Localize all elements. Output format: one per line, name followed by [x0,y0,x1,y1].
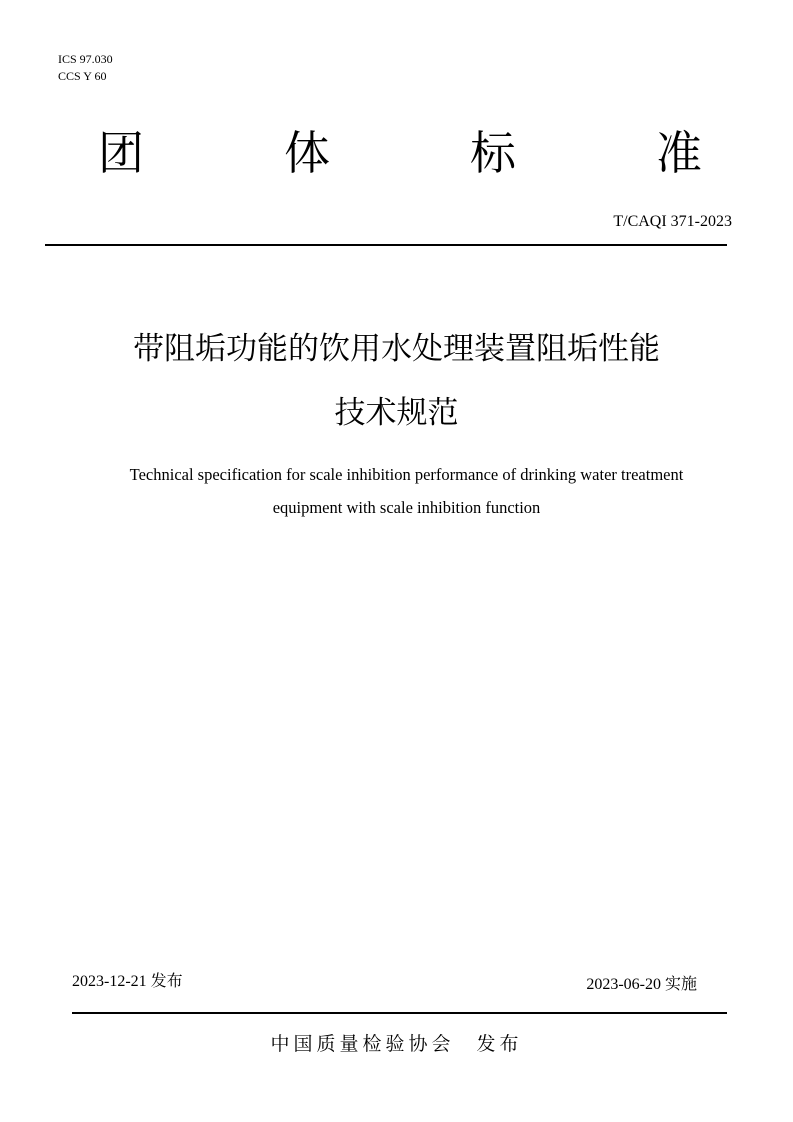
title-chinese [0,325,793,437]
top-divider [45,244,727,246]
standard-type-char: 体 [284,126,330,180]
implementation-date-value: 2023-06-20 [586,976,661,993]
implementation-date-label: 实施 [664,974,697,993]
standard-type-char: 准 [656,126,702,180]
ccs-code: CCS Y 60 [58,69,107,83]
title-english [60,458,753,524]
standard-type-heading [90,122,710,184]
issue-date-label: 发布 [150,971,183,990]
implementation-date [586,973,697,996]
standard-type-char: 标 [470,126,516,180]
classification-codes [58,51,113,85]
title-chinese-line-1: 带阻垢功能的饮用水处理装置阻垢性能 [133,331,660,367]
publisher-line [0,1031,793,1057]
ics-code: ICS 97.030 [58,52,113,66]
title-english-line-1: Technical specification for scale inhibition performance of drinking water treatment [129,465,684,484]
issue-date-value: 2023-12-21 [72,973,147,990]
publisher-name: 中国质量检验协会 [270,1033,455,1055]
title-chinese-line-2: 技术规范 [334,395,459,431]
publisher-action: 发布 [476,1033,523,1055]
issue-date [72,970,183,993]
title-english-line-2: equipment with scale inhibition function [272,498,541,517]
bottom-divider [72,1012,727,1014]
standard-code: T/CAQI 371-2023 [613,213,732,230]
standard-type-char: 团 [98,126,144,180]
